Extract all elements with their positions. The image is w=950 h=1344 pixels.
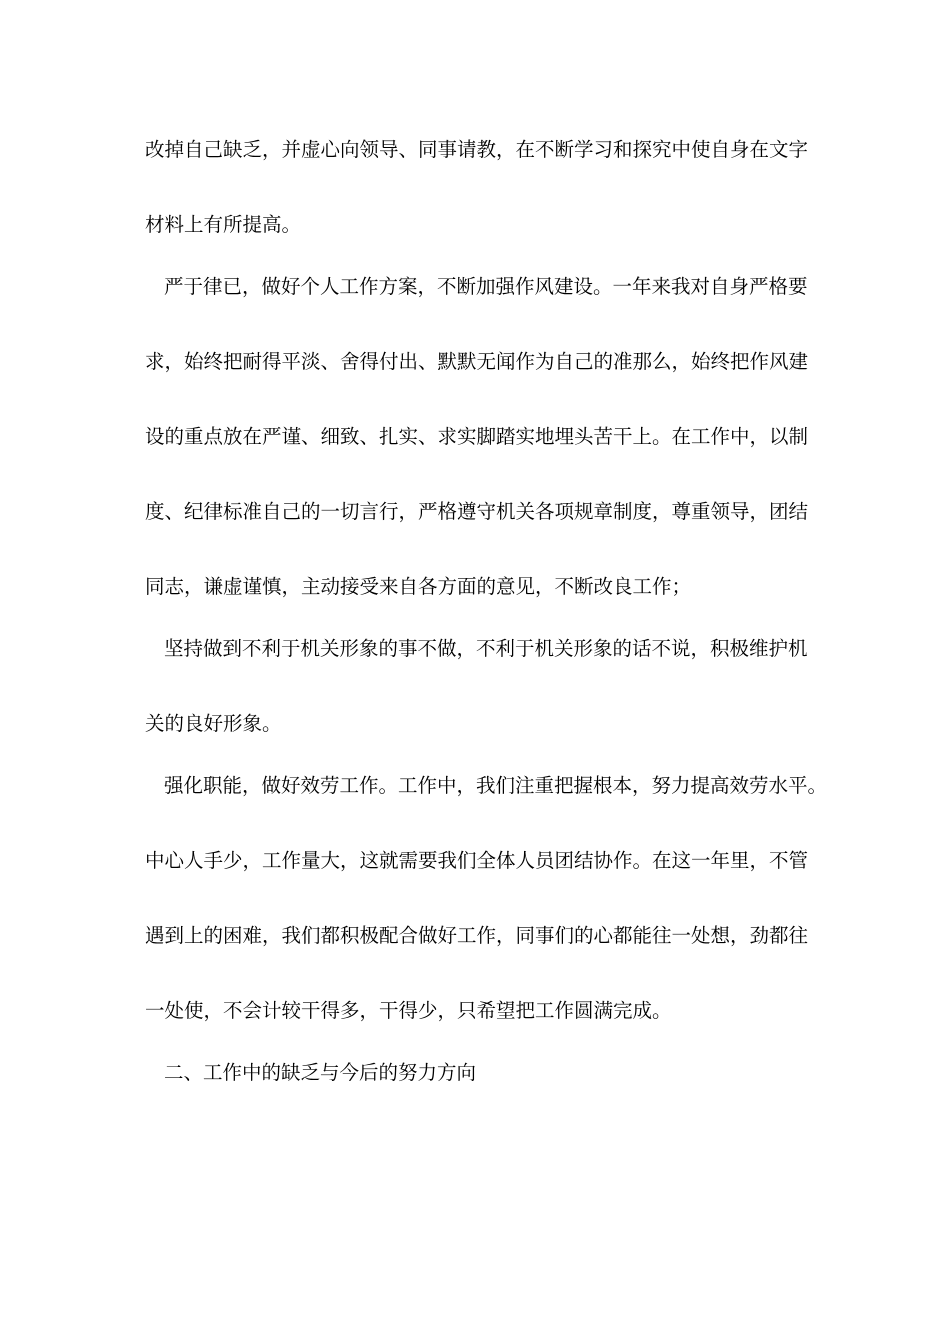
text-line: 设的重点放在严谨、细致、扎实、求实脚踏实地埋头苦干上。在工作中，以制	[145, 425, 809, 448]
text-line: 度、纪律标准自己的一切言行，严格遵守机关各项规章制度，尊重领导，团结	[145, 500, 809, 523]
text-line: 中心人手少，工作量大，这就需要我们全体人员团结协作。在这一年里，不管	[145, 849, 809, 872]
text-line: 改掉自己缺乏，并虚心向领导、同事请教，在不断学习和探究中使自身在文字	[145, 138, 809, 161]
paragraph-start-line: 强化职能，做好效劳工作。工作中，我们注重把握根本，努力提高效劳水平。	[164, 774, 828, 797]
text-line: 关的良好形象。	[145, 712, 282, 735]
text-line: 材料上有所提高。	[145, 213, 302, 236]
paragraph-start-line: 坚持做到不利于机关形象的事不做，不利于机关形象的话不说，积极维护机	[164, 637, 808, 660]
text-line: 同志，谦虚谨慎，主动接受来自各方面的意见，不断改良工作；	[145, 575, 692, 598]
text-line: 遇到上的困难，我们都积极配合做好工作，同事们的心都能往一处想，劲都往	[145, 924, 809, 947]
section-heading: 二、工作中的缺乏与今后的努力方向	[164, 1061, 477, 1084]
text-line: 一处使，不会计较干得多，干得少，只希望把工作圆满完成。	[145, 999, 672, 1022]
paragraph-start-line: 严于律已，做好个人工作方案，不断加强作风建设。一年来我对自身严格要	[164, 275, 808, 298]
text-line: 求，始终把耐得平淡、舍得付出、默默无闻作为自己的准那么，始终把作风建	[145, 350, 809, 373]
